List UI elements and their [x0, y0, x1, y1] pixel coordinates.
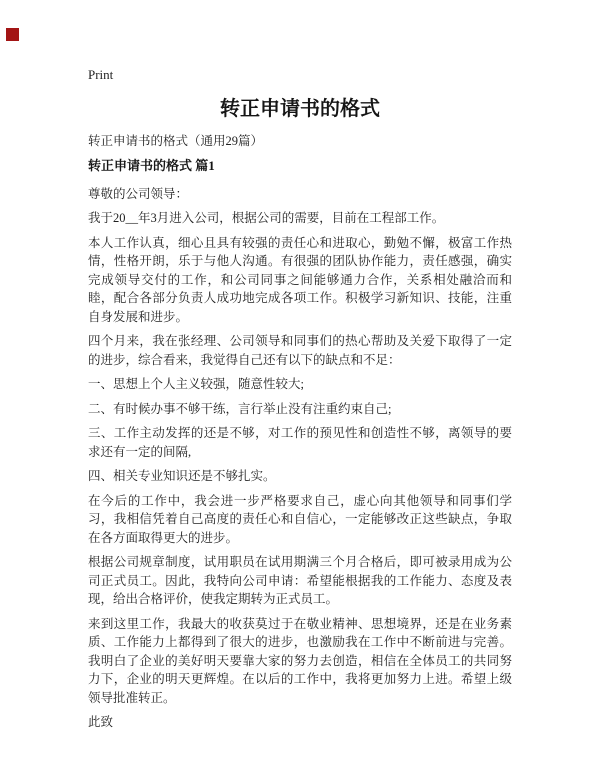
shortcoming-item-4: 四、相关专业知识还是不够扎实。 — [88, 469, 276, 483]
shortcoming-item-3: 三、工作主动发挥的还是不够，对工作的预见性和创造性不够，离领导的要求还有一定的间隔, — [88, 426, 512, 459]
body-paragraph: 在今后的工作中，我会进一步严格要求自己，虚心向其他领导和同事们学习，我相信凭着自己高度的责任心和自信心，一定能够改正这些缺点，争取在各方面取得更大的进步。 — [88, 493, 512, 545]
document-body — [88, 95, 512, 738]
body-paragraph: 本人工作认真，细心且具有较强的责任心和进取心，勤勉不懈，极富工作热情，性格开朗，乐于与他人沟通。有很强的团队协作能力，责任感强，确实完成领导交付的工作，和公司同事之间能够通力合作，关系相处融洽而和睦，配合各部分负责人成功地完成各项工作。积极学习新知识、技能，注重自身发展和进步。 — [88, 235, 512, 324]
body-paragraph: 根据公司规章制度，试用职员在试用期满三个月合格后，即可被录用成为公司正式员工。因此，我特向公司申请：希望能根据我的工作能力、态度及表现，给出合格评价，使我定期转为正式员工。 — [88, 555, 512, 606]
body-paragraph: 来到这里工作，我最大的收获莫过于在敬业精神、思想境界，还是在业务素质、工作能力上都得到了很大的进步，也激励我在工作中不断前进与完善。我明白了企业的美好明天要靠大家的努力去创造，相信在全体员工的共同努力下，企业的明天更辉煌。在以后的工作中，我将更加努力上进。希望上级领导批准转正。 — [88, 616, 512, 705]
page-title: 转正申请书的格式 — [220, 98, 380, 120]
print-button[interactable]: Print — [88, 67, 114, 82]
shortcoming-item-1: 一、思想上个人主义较强，随意性较大; — [88, 377, 304, 391]
body-paragraph: 我于20__年3月进入公司，根据公司的需要，目前在工程部工作。 — [88, 211, 445, 225]
salutation: 尊敬的公司领导： — [88, 186, 189, 201]
body-paragraph: 四个月来，我在张经理、公司领导和同事们的热心帮助及关爱下取得了一定的进步，综合看来，我觉得自己还有以下的缺点和不足： — [88, 334, 512, 367]
section-heading: 转正申请书的格式 篇1 — [88, 157, 215, 173]
shortcoming-item-2: 二、有时候办事不够干练，言行举止没有注重约束自己; — [88, 401, 392, 416]
document-subtitle: 转正申请书的格式（通用29篇） — [88, 134, 264, 148]
closing-phrase: 此致 — [88, 715, 114, 729]
logo-mark — [6, 28, 19, 41]
